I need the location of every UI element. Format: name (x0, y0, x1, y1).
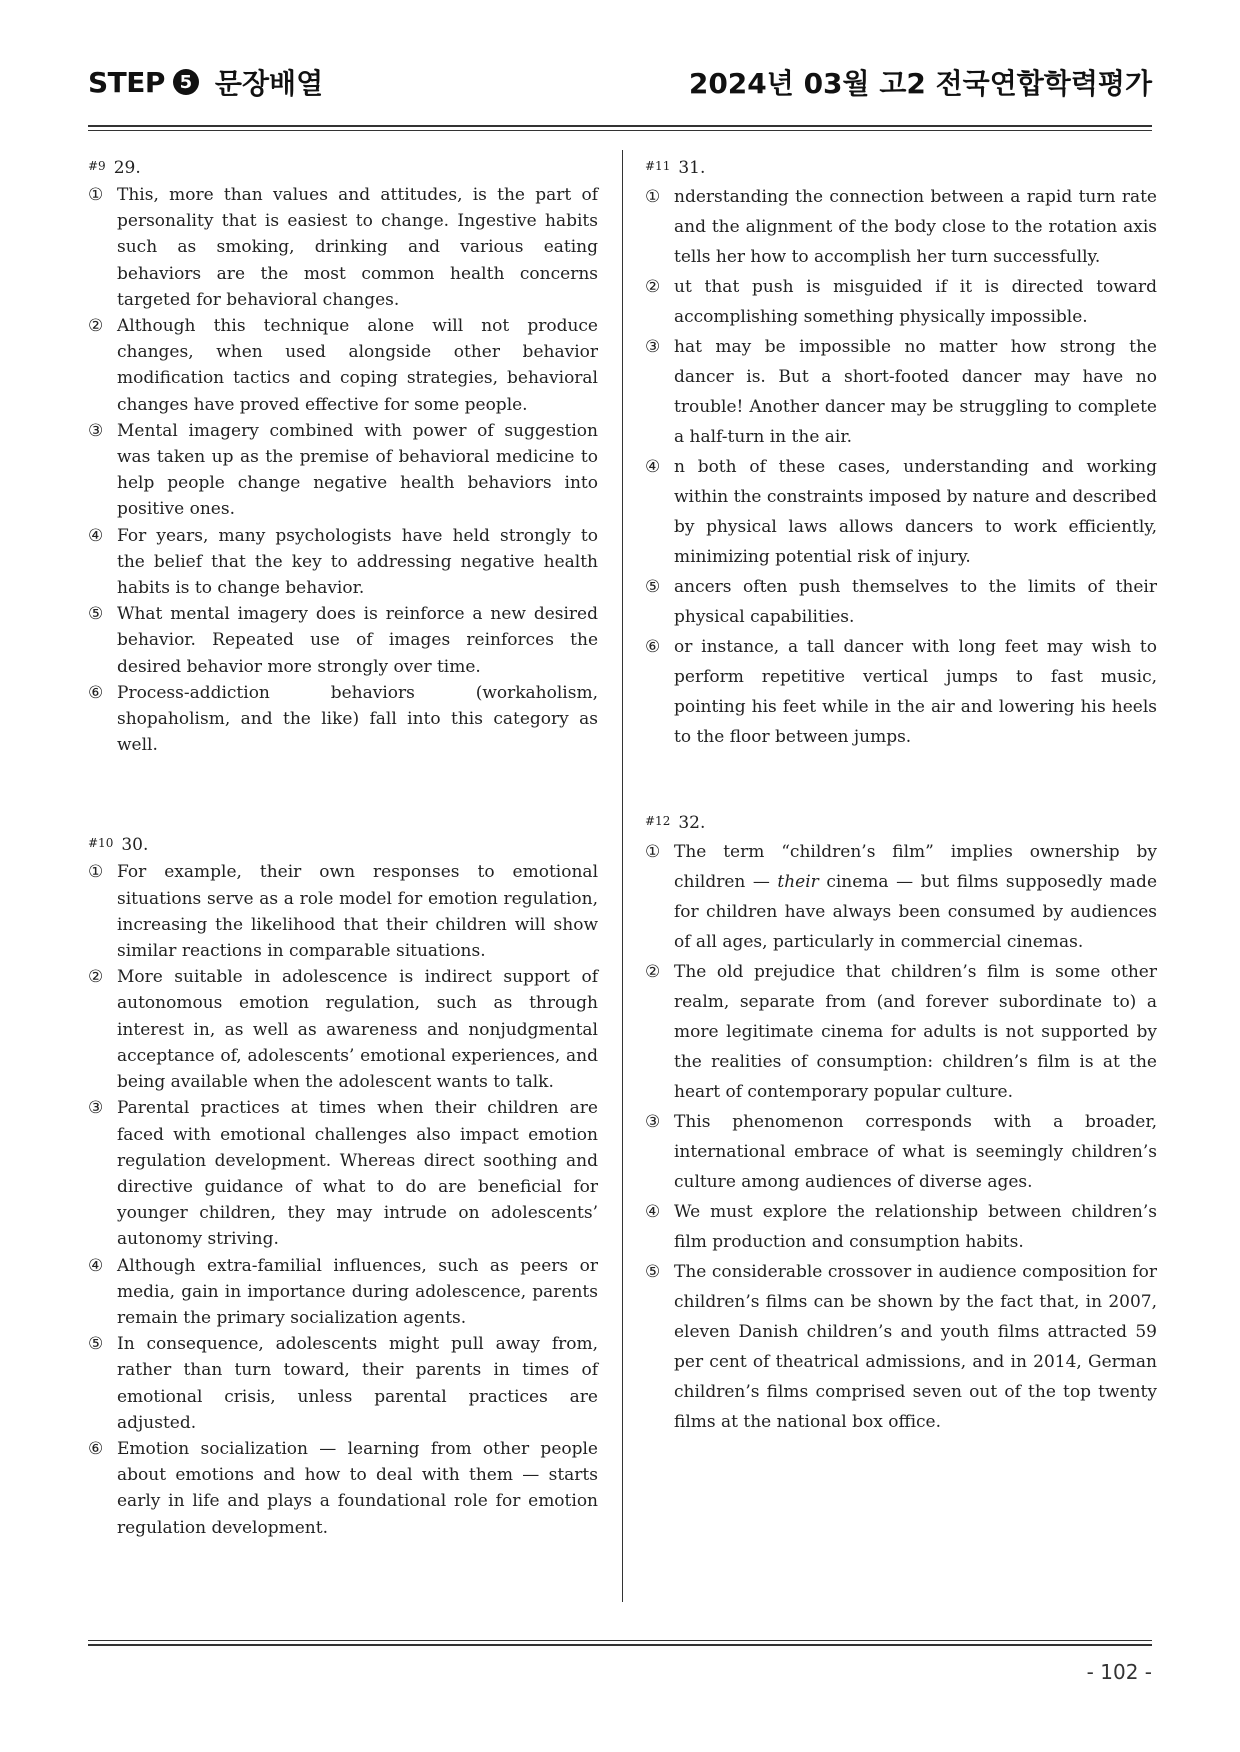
page-header (88, 60, 1152, 104)
sentence-item (88, 1331, 598, 1436)
sentence-item (88, 1095, 598, 1252)
sentence-text: For example, their own responses to emotional situations serve as a role model for emotion regulation, increasing the likelihood that their children will show similar reactions in comparable situations. (117, 862, 598, 962)
sentence-item (88, 964, 598, 1095)
circled-number: ② (645, 277, 661, 297)
sentence-item (88, 313, 598, 418)
sentence-text: What mental imagery does is reinforce a new desired behavior. Repeated use of images reinforces the desired behavior more strongly over time. (117, 604, 598, 677)
circled-number: ④ (88, 525, 104, 546)
sentence-text: For years, many psychologists have held strongly to the belief that the key to addressing negative health habits is to change behavior. (117, 525, 598, 599)
question-number: 29. (113, 158, 141, 178)
section-title: 문장배열 (214, 67, 324, 100)
sentence-item (88, 680, 598, 759)
sentence-text: ut that push is misguided if it is directed toward accomplishing something physically impossible. (674, 277, 1157, 327)
column-divider (622, 150, 623, 1602)
sentence-text: In consequence, adolescents might pull away from, rather than turn toward, their parents in times of emotional crisis, unless parental practices are adjusted. (117, 1334, 598, 1433)
header-rule-thin (88, 130, 1152, 131)
circled-number: ⑤ (645, 577, 661, 597)
circled-number: ③ (88, 1098, 104, 1119)
sentence-text: This, more than values and attitudes, is the part of personality that is easiest to change. Ingestive habits such as smoking, drinking and various eating behaviors are the most common health concerns targeted for behavioral changes. (117, 185, 598, 310)
footer-rule-thin (88, 1640, 1152, 1641)
sentence-item (645, 837, 1157, 957)
sentence-text: or instance, a tall dancer with long feet may wish to perform repetitive vertical jumps to fast music, pointing his feet while in the air and lowering his heels to the floor between jumps. (674, 637, 1157, 747)
sentence-text: The old prejudice that children’s film is some other realm, separate from (and forever subordinate to) a more legitimate cinema for adults is not supported by the realities of consumption: children’s film is at the heart of contemporary popular culture. (674, 962, 1157, 1102)
sentence-item (88, 523, 598, 602)
circled-number: ⑤ (645, 1262, 661, 1282)
circled-number: ⑤ (88, 1334, 104, 1355)
sentence-text: n both of these cases, understanding and working within the constraints imposed by nature and described by physical laws allows dancers to work efficiently, minimizing potential risk of injury. (674, 457, 1157, 567)
question-header (88, 158, 598, 178)
sentence-item (645, 1197, 1157, 1257)
question-tag: #12 (645, 814, 671, 828)
circled-number: ③ (645, 337, 661, 357)
left-column (88, 158, 598, 1541)
sentence-item (88, 182, 598, 313)
exam-title: 2024년 03월 고2 전국연합학력평가 (688, 67, 1152, 100)
sentence-item (88, 1436, 598, 1541)
question-header (88, 835, 598, 855)
page-number: - 102 - (1086, 1660, 1152, 1684)
sentence-text: Mental imagery combined with power of suggestion was taken up as the premise of behavioral medicine to help people change negative health behaviors into positive ones. (117, 420, 598, 520)
circled-number: ② (645, 962, 661, 982)
circled-number: ① (88, 862, 104, 883)
sentence-item (88, 418, 598, 523)
sentence-item (645, 182, 1157, 272)
sentence-text: We must explore the relationship between children’s film production and consumption habits. (674, 1202, 1157, 1252)
sentence-text: The considerable crossover in audience composition for children’s films can be shown by the fact that, in 2007, eleven Danish children’s and youth films attracted 59 per cent of theatrical admissions, and in 2014, German children’s films comprised seven out of the top twenty films at the national box office. (674, 1262, 1157, 1432)
sentence-item (645, 1257, 1157, 1437)
sentence-text: Although extra-familial influences, such as peers or media, gain in importance during adolescence, parents remain the primary socialization agents. (117, 1255, 598, 1328)
step-number-badge: 5 (173, 69, 199, 95)
circled-number: ① (645, 187, 661, 207)
sentence-text: More suitable in adolescence is indirect support of autonomous emotion regulation, such as through interest in, as well as awareness and nonjudgmental acceptance of, adolescents’ emotional experiences, and being available when the adolescent wants to talk. (117, 967, 598, 1093)
step-label: STEP (88, 65, 165, 99)
sentence-text: Process-addiction behaviors (workaholism, shopaholism, and the like) fall into this category as well. (117, 682, 598, 756)
right-column (645, 158, 1157, 1437)
sentence-text-italic: their (777, 872, 819, 892)
question-tag: #11 (645, 159, 671, 173)
header-rule (88, 125, 1152, 127)
sentence-item (645, 1107, 1157, 1197)
sentence-item (88, 859, 598, 964)
sentence-text: Although this technique alone will not produce changes, when used alongside other behavior modification tactics and coping strategies, behavioral changes have proved effective for some people. (117, 316, 598, 415)
sentence-item (645, 332, 1157, 452)
sentence-text: Parental practices at times when their children are faced with emotional challenges also impact emotion regulation development. Whereas direct soothing and directive guidance of what to do are beneficial for younger children, they may intrude on adolescents’ autonomy striving. (117, 1098, 598, 1250)
circled-number: ① (645, 842, 661, 862)
circled-number: ⑥ (88, 1438, 104, 1459)
circled-number: ④ (645, 457, 661, 477)
sentence-item (645, 632, 1157, 752)
circled-number: ② (88, 316, 104, 337)
circled-number: ⑥ (645, 637, 661, 657)
question-tag: #10 (88, 836, 114, 851)
sentence-item (645, 572, 1157, 632)
circled-number: ② (88, 967, 104, 988)
question-header (645, 158, 1157, 178)
sentence-text-before: The term “children’s film” implies ownership by children — (674, 842, 1157, 892)
question-number: 30. (121, 835, 149, 856)
sentence-item (645, 452, 1157, 572)
section-heading (88, 62, 323, 102)
sentence-text: nderstanding the connection between a rapid turn rate and the alignment of the body close to the rotation axis tells her how to accomplish her turn successfully. (674, 187, 1157, 267)
circled-number: ③ (645, 1112, 661, 1132)
circled-number: ④ (645, 1202, 661, 1222)
sentence-text-after: cinema — but films supposedly made for children have always been consumed by audiences of all ages, particularly in commercial cinemas. (674, 872, 1157, 952)
sentence-item (88, 1253, 598, 1332)
circled-number: ④ (88, 1255, 104, 1276)
circled-number: ⑥ (88, 682, 104, 703)
sentence-item (645, 272, 1157, 332)
question-number: 31. (678, 158, 706, 178)
question-number: 32. (678, 813, 706, 833)
circled-number: ③ (88, 420, 104, 441)
question-header (645, 813, 1157, 833)
sentence-text: hat may be impossible no matter how strong the dancer is. But a short-footed dancer may have no trouble! Another dancer may be struggling to complete a half-turn in the air. (674, 337, 1157, 447)
circled-number: ⑤ (88, 604, 104, 625)
question-tag: #9 (88, 159, 106, 173)
sentence-item (645, 957, 1157, 1107)
sentence-text: ancers often push themselves to the limits of their physical capabilities. (674, 577, 1157, 627)
circled-number: ① (88, 185, 104, 205)
footer-rule (88, 1644, 1152, 1646)
sentence-text: Emotion socialization — learning from other people about emotions and how to deal with them — starts early in life and plays a foundational role for emotion regulation development. (117, 1438, 598, 1538)
sentence-text: This phenomenon corresponds with a broader, international embrace of what is seemingly children’s culture among audiences of diverse ages. (674, 1112, 1157, 1192)
sentence-item (88, 601, 598, 680)
